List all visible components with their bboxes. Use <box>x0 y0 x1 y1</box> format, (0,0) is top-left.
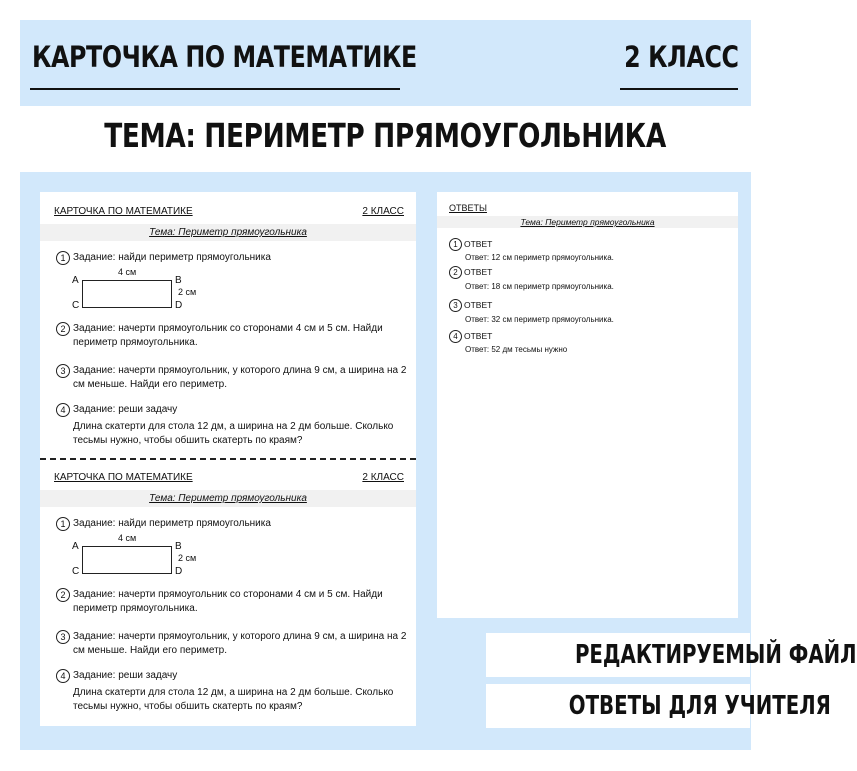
card-header-left: КАРТОЧКА ПО МАТЕМАТИКЕ <box>54 206 193 217</box>
task-4: Задание: реши задачу <box>73 404 178 415</box>
rect-vertex-c: C <box>72 566 80 577</box>
answer-label: ОТВЕТ <box>464 300 493 310</box>
answer-number-4: 4 <box>449 330 462 343</box>
task-number-4: 4 <box>56 403 70 417</box>
rect-vertex-a: A <box>72 275 79 286</box>
answer-number-3: 3 <box>449 299 462 312</box>
answer-text-4: Ответ: 52 дм тесьмы нужно <box>465 345 568 354</box>
answer-text-1: Ответ: 12 см периметр прямоугольника. <box>465 253 614 262</box>
card-header-right: 2 КЛАСС <box>362 206 404 217</box>
rect-side-label: 2 см <box>178 287 197 297</box>
theme-title: ТЕМА: ПЕРИМЕТР ПРЯМОУГОЛЬНИКА <box>104 116 667 155</box>
task-4-line-2: тесьмы нужно, чтобы обшить скатерть по краям? <box>73 701 303 712</box>
answer-text-3: Ответ: 32 см периметр прямоугольника. <box>465 315 614 324</box>
task-number-1: 1 <box>56 251 70 265</box>
rect-vertex-b: B <box>175 275 182 286</box>
answer-number-1: 1 <box>449 238 462 251</box>
task-1: Задание: найди периметр прямоугольника <box>73 518 271 529</box>
answer-text-2: Ответ: 18 см периметр прямоугольника. <box>465 282 614 291</box>
answer-number-2: 2 <box>449 266 462 279</box>
header-banner <box>20 20 751 106</box>
rect-vertex-d: D <box>175 300 183 311</box>
task-3-line-2: см меньше. Найди его периметр. <box>73 379 228 390</box>
rect-side-label: 2 см <box>178 553 197 563</box>
cut-line <box>40 458 416 460</box>
rectangle-figure <box>82 546 172 574</box>
task-4-line-1: Длина скатерти для стола 12 дм, а ширина на 2 дм больше. Сколько <box>73 421 394 432</box>
card-header-right: 2 КЛАСС <box>362 472 404 483</box>
rect-top-label: 4 см <box>118 533 137 543</box>
answers-topic-bar: Тема: Периметр прямоугольника <box>437 216 738 228</box>
rect-vertex-a: A <box>72 541 79 552</box>
banner-title: КАРТОЧКА ПО МАТЕМАТИКЕ <box>32 40 417 74</box>
task-number-2: 2 <box>56 322 70 336</box>
editable-file-badge: РЕДАКТИРУЕМЫЙ ФАЙЛ <box>486 633 750 677</box>
task-1: Задание: найди периметр прямоугольника <box>73 252 271 263</box>
task-2-line-1: Задание: начерти прямоугольник со сторонами 4 см и 5 см. Найди <box>73 323 383 334</box>
answer-label: ОТВЕТ <box>464 267 493 277</box>
task-number-1: 1 <box>56 517 70 531</box>
teacher-answers-badge: ОТВЕТЫ ДЛЯ УЧИТЕЛЯ <box>486 684 750 728</box>
task-2-line-1: Задание: начерти прямоугольник со сторонами 4 см и 5 см. Найди <box>73 589 383 600</box>
task-number-3: 3 <box>56 630 70 644</box>
task-number-4: 4 <box>56 669 70 683</box>
task-2-line-2: периметр прямоугольника. <box>73 337 198 348</box>
task-4-line-2: тесьмы нужно, чтобы обшить скатерть по краям? <box>73 435 303 446</box>
task-2-line-2: периметр прямоугольника. <box>73 603 198 614</box>
task-number-2: 2 <box>56 588 70 602</box>
answer-label: ОТВЕТ <box>464 239 493 249</box>
title-underline <box>30 88 400 90</box>
answers-sheet <box>437 192 738 618</box>
task-3-line-2: см меньше. Найди его периметр. <box>73 645 228 656</box>
task-number-3: 3 <box>56 364 70 378</box>
task-4-line-1: Длина скатерти для стола 12 дм, а ширина на 2 дм больше. Сколько <box>73 687 394 698</box>
card-topic-bar: Тема: Периметр прямоугольника <box>40 490 416 507</box>
rect-vertex-c: C <box>72 300 80 311</box>
task-3-line-1: Задание: начерти прямоугольник, у которого длина 9 см, а ширина на 2 <box>73 631 407 642</box>
banner-grade: 2 КЛАСС <box>624 40 739 74</box>
rectangle-figure <box>82 280 172 308</box>
answer-label: ОТВЕТ <box>464 331 493 341</box>
card-header-left: КАРТОЧКА ПО МАТЕМАТИКЕ <box>54 472 193 483</box>
card-topic-bar: Тема: Периметр прямоугольника <box>40 224 416 241</box>
grade-underline <box>620 88 738 90</box>
answers-header: ОТВЕТЫ <box>449 203 487 213</box>
task-4: Задание: реши задачу <box>73 670 178 681</box>
rect-vertex-d: D <box>175 566 183 577</box>
rect-vertex-b: B <box>175 541 182 552</box>
rect-top-label: 4 см <box>118 267 137 277</box>
task-3-line-1: Задание: начерти прямоугольник, у которого длина 9 см, а ширина на 2 <box>73 365 407 376</box>
